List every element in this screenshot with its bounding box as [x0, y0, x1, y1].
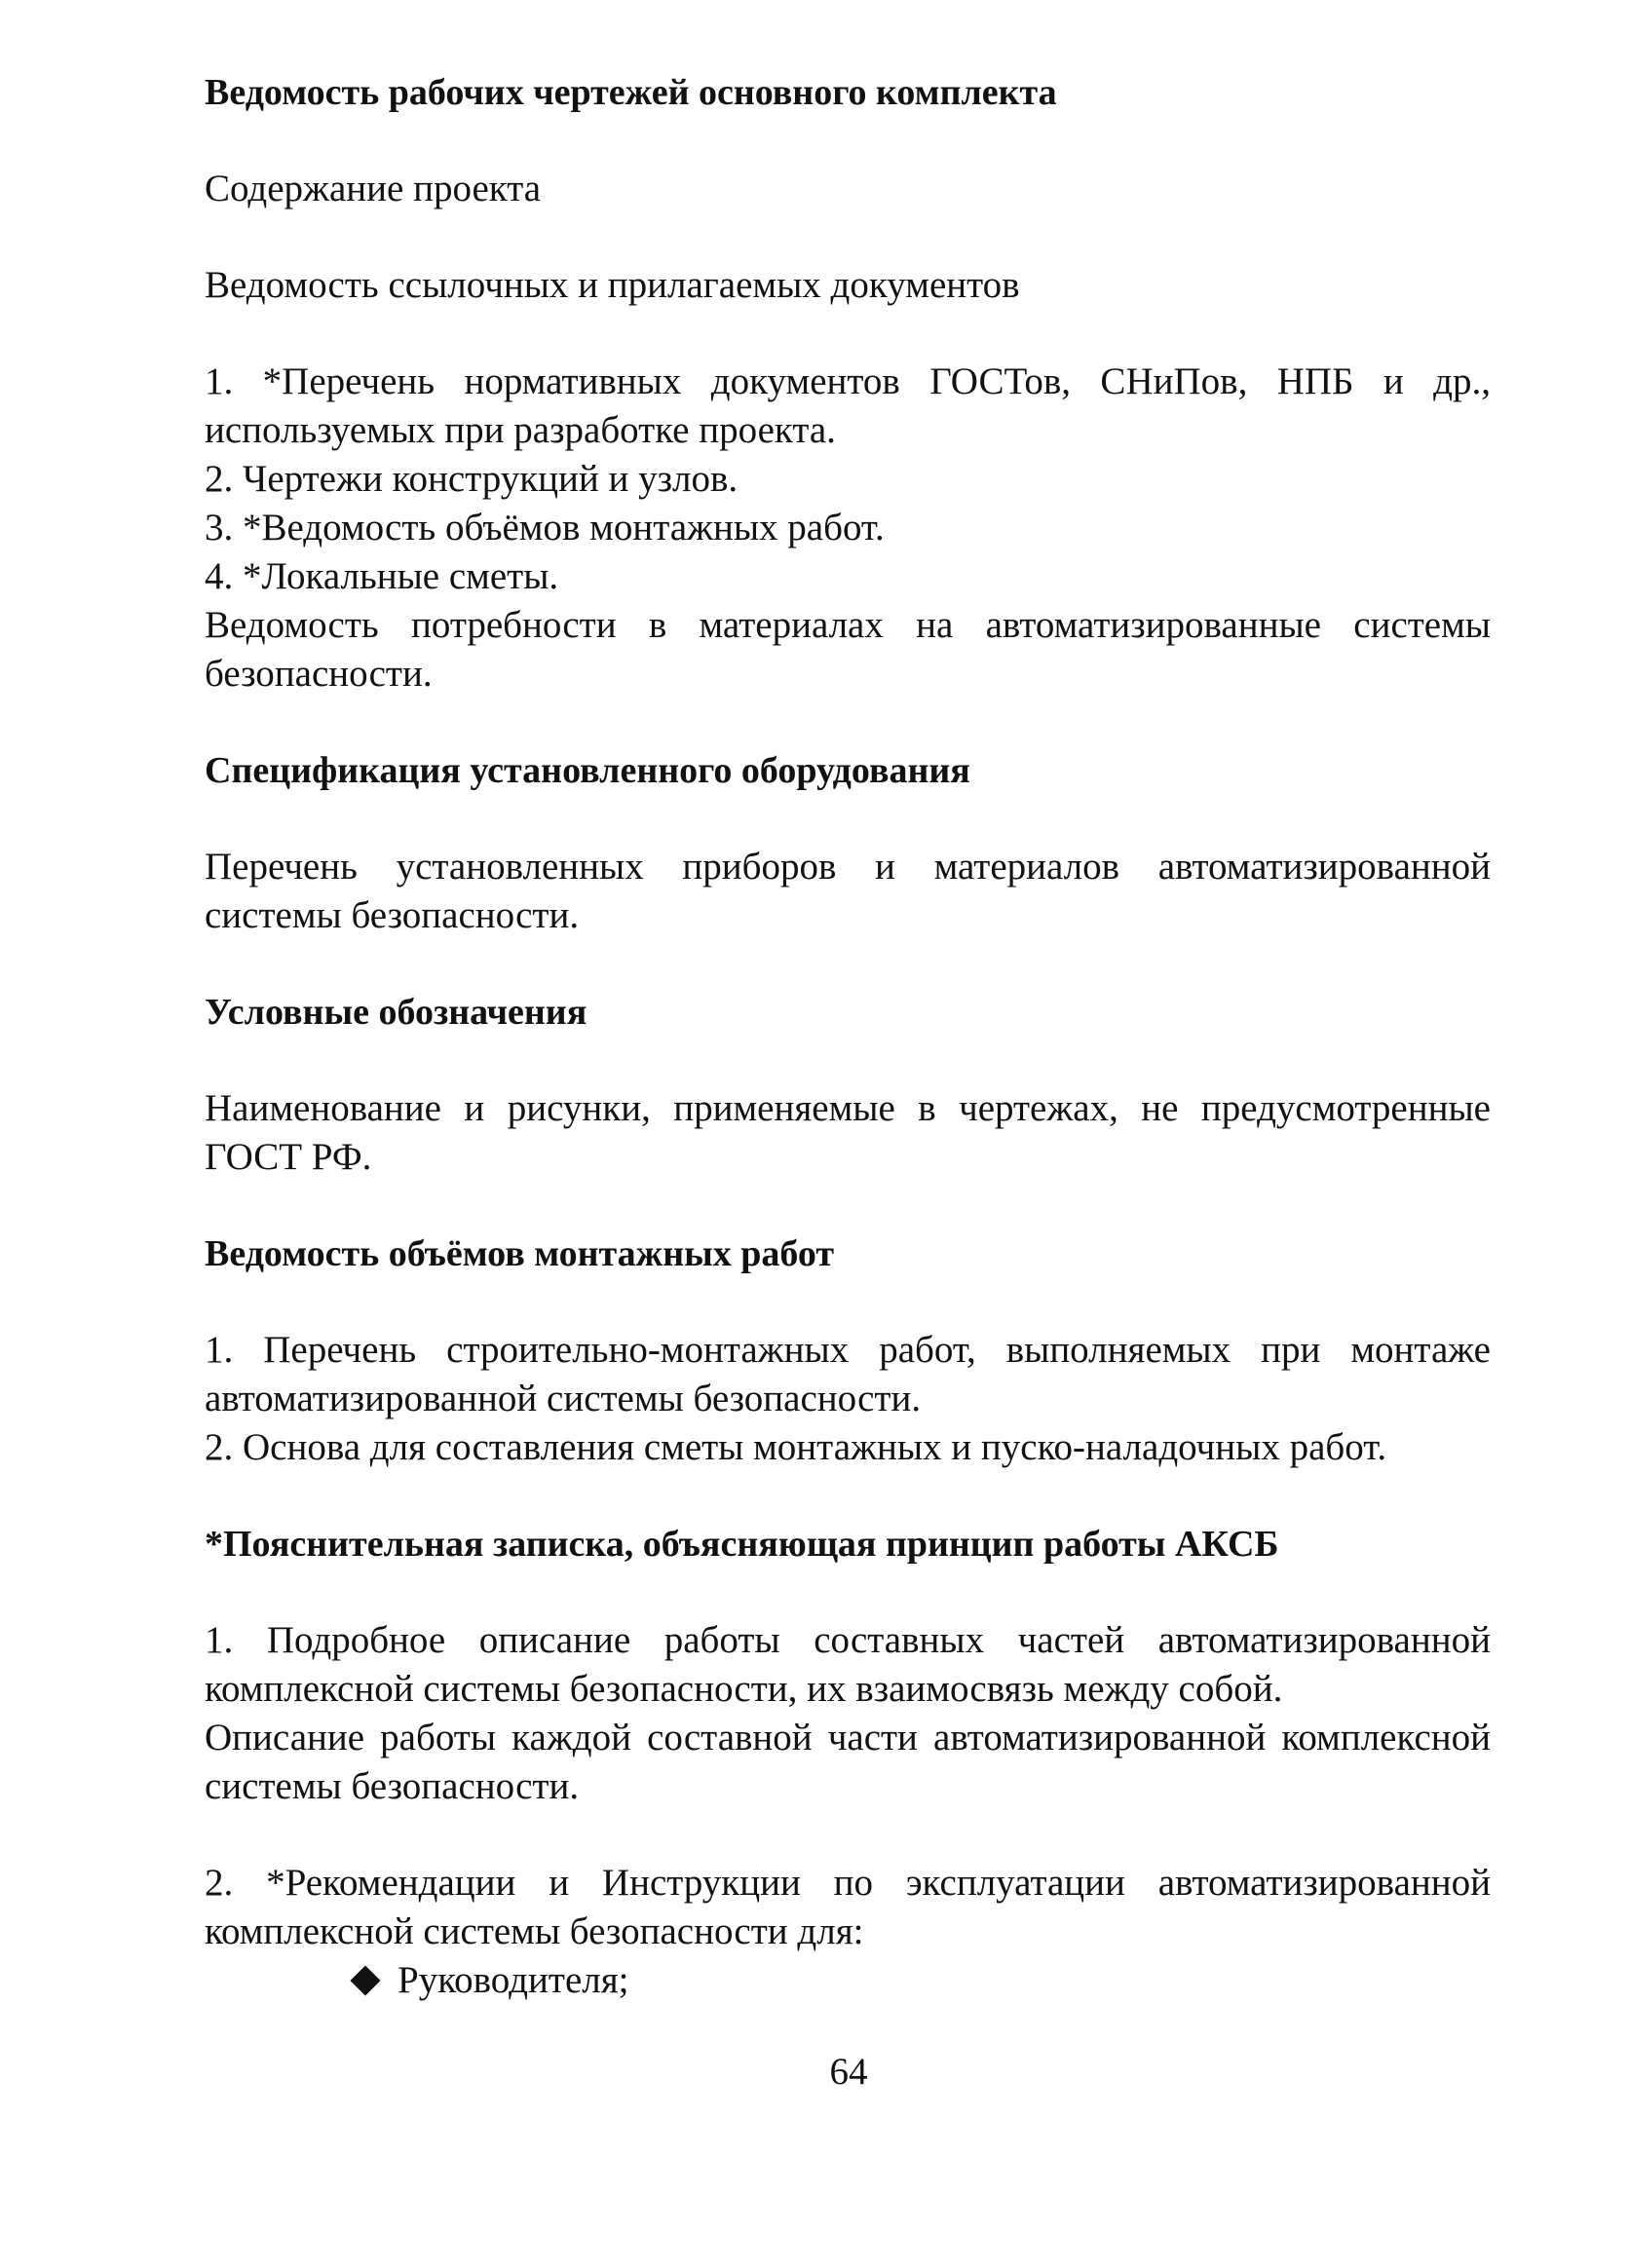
paragraph-recommendations: 2. *Рекомендации и Инструкции по эксплуатации автоматизированной комплексной системы безопасности для: — [205, 1862, 1491, 1952]
list-item-2: 2. Чертежи конструкций и узлов. — [205, 458, 739, 500]
paragraph-equipment-list: Перечень установленных приборов и материалов автоматизированной системы безопасности. — [205, 846, 1491, 936]
heading-working-drawings: Ведомость рабочих чертежей основного комплекта — [205, 72, 1057, 113]
paragraph-reference-documents: Ведомость ссылочных и прилагаемых документов — [205, 264, 1020, 306]
list2-item-2: 2. Основа для составления сметы монтажных и пуско-наладочных работ. — [205, 1426, 1387, 1468]
paragraph-symbols: Наименование и рисунки, применяемые в чертежах, не предусмотренные ГОСТ РФ. — [205, 1087, 1491, 1178]
diamond-bullet-icon — [350, 1965, 380, 1995]
bullet-item-label: Руководителя; — [398, 1959, 629, 2001]
heading-installation-volumes: Ведомость объёмов монтажных работ — [205, 1233, 835, 1274]
heading-symbols: Условные обозначения — [205, 992, 587, 1033]
heading-equipment-spec: Спецификация установленного оборудования — [205, 750, 970, 791]
list2-item-1: 1. Перечень строительно-монтажных работ, выполняемых при монтаже автоматизированной системы безопасности. — [205, 1329, 1491, 1419]
paragraph-description-2: Описание работы каждой составной части автоматизированной комплексной системы безопасности. — [205, 1717, 1491, 1807]
list-item-3: 3. *Ведомость объёмов монтажных работ. — [205, 507, 885, 548]
paragraph-materials: Ведомость потребности в материалах на автоматизированные системы безопасности. — [205, 604, 1491, 695]
heading-explanatory-note: *Пояснительная записка, объясняющая принцип работы АКСБ — [205, 1524, 1279, 1565]
bullet-item — [351, 1956, 1491, 2005]
document-page — [205, 68, 1491, 2005]
paragraph-description-1: 1. Подробное описание работы составных частей автоматизированной комплексной системы безопасности, их взаимосвязь между собой. — [205, 1619, 1491, 1710]
list-item-1: 1. *Перечень нормативных документов ГОСТов, СНиПов, НПБ и др., используемых при разработке проекта. — [205, 360, 1491, 451]
paragraph-project-contents: Содержание проекта — [205, 168, 542, 209]
page-number: 64 — [829, 2051, 868, 2093]
list-item-4: 4. *Локальные сметы. — [205, 555, 559, 597]
